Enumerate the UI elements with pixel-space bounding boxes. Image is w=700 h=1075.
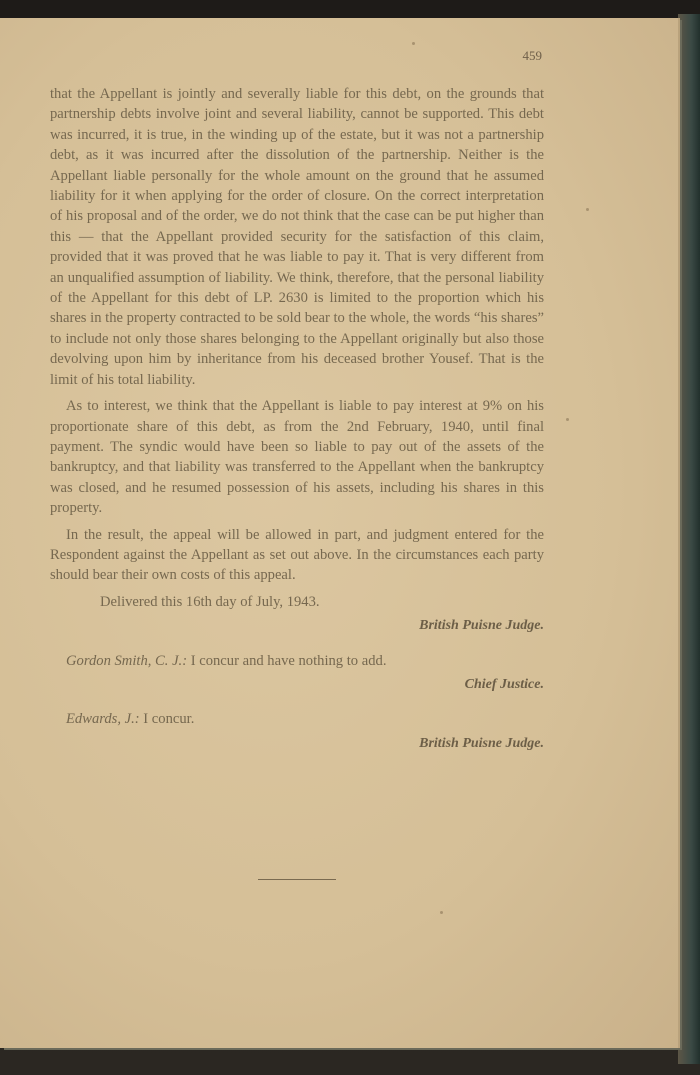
concurrence-text: I concur. [139,711,195,728]
delivery-date: Delivered this 16th day of July, 1943. [100,593,320,610]
paper-speck [566,418,569,421]
signature-chief-justice: Chief Justice. [464,676,544,692]
paper-speck [440,911,443,914]
judgment-text [50,84,544,754]
concurrence-edwards [50,709,544,729]
concurrence-text: I concur and have nothing to add. [187,652,387,669]
judge-name: Gordon Smith, C. J.: [66,652,188,669]
page-number: 459 [522,48,542,63]
signature-british-puisne-judge: British Puisne Judge. [419,618,544,634]
paragraph-result: In the result, the appeal will be allowed in part, and judgment entered for the Respondent against the Appellant as set out above. In the circumstances each party should bear their own costs of this appeal. [50,526,544,584]
paragraph-interest: As to interest, we think that the Appellant is liable to pay interest at 9% on his proportionate share of this debt, as from the 2nd February, 1940, until final payment. The syndic would have been so liable to pay out of the assets of the bankruptcy, and that liability was transferred to the Appellant when the bankruptcy was closed, and he resumed possession of his assets, including his shares in this property. [50,398,544,517]
paper-speck [412,42,415,45]
closing-rule [258,879,336,880]
judge-name: Edwards, J.: [66,711,140,728]
signature-british-puisne-judge: British Puisne Judge. [419,735,544,751]
paper-speck [586,208,589,211]
book-spine-edge [678,14,700,1064]
paragraph-liability: that the Appellant is jointly and severally liable for this debt, on the grounds that partnership debts involve joint and several liability, cannot be supported. This debt was incurred, it is true, in the winding up of the estate, but it was not a partnership debt, as it was incurred after the dissolution of the partnership. Neither is the Appellant liable personally for the whole amount on the ground that he assumed liability for it when applying for the order of closure. On the correct interpretation of his proposal and of the order, we do not think that the case can be put higher than this — that the Appellant provided security for the satisfaction of this claim, provided that it was proved that he was liable to pay it. That is very different from an unqualified assumption of liability. We think, therefore, that the personal liability of the Appellant for this debt of LP. 2630 is limited to the proportion which his shares in the property contracted to be sold bear to the whole, the words “his shares” to include not only those shares belonging to the Appellant originally but also those devolving upon him by inheritance from his deceased brother Yousef. That is the limit of his total liability. [50,86,544,388]
concurrence-gordon-smith [50,651,544,671]
